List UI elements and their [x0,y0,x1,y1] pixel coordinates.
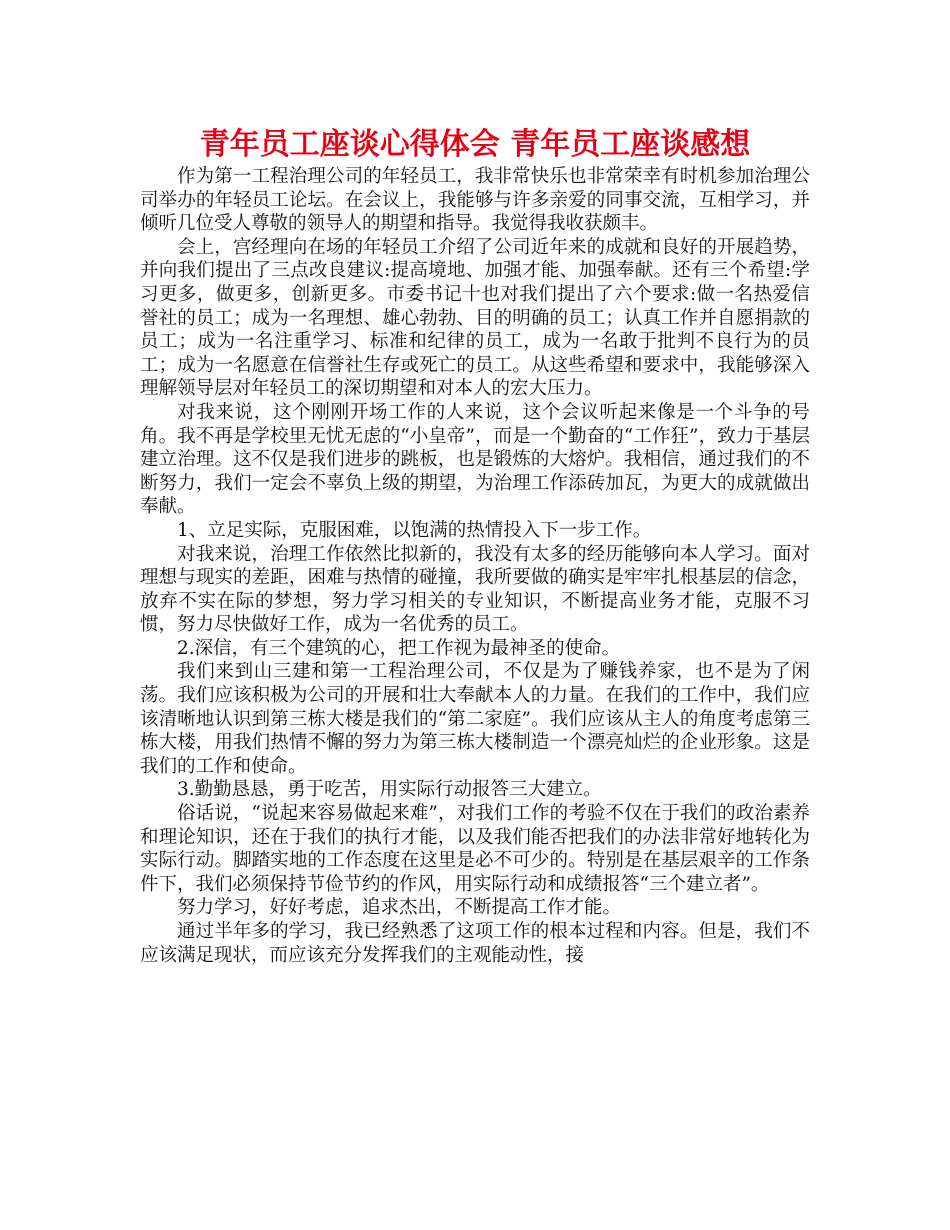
paragraph-4: 对我来说，治理工作依然比拟新的，我没有太多的经历能够向本人学习。面对理想与现实的差距，困难与热情的碰撞，我所要做的确实是牢牢扎根基层的信念，放弃不实在际的梦想，努力学习相关的专业知识，不断提高业务才能，克服不习惯，努力尽快做好工作，成为一名优秀的员工。 [140,543,810,636]
paragraph-3: 对我来说，这个刚刚开场工作的人来说，这个会议听起来像是一个斗争的号角。我不再是学校里无忧无虑的“小皇帝”，而是一个勤奋的“工作狂”，致力于基层建立治理。这不仅是我们进步的跳板，也是锻炼的大熔炉。我相信，通过我们的不断努力，我们一定会不辜负上级的期望，为治理工作添砖加瓦，为更大的成就做出奉献。 [140,401,810,518]
paragraph-1: 作为第一工程治理公司的年轻员工，我非常快乐也非常荣幸有时机参加治理公司举办的年轻员工论坛。在会议上，我能够与许多亲爱的同事交流，互相学习，并倾听几位受人尊敬的领导人的期望和指导。我觉得我收获颇丰。 [140,166,810,235]
document-body [140,165,810,967]
paragraph-6: 俗话说，“说起来容易做起来难”，对我们工作的考验不仅在于我们的政治素养和理论知识，还在于我们的执行才能，以及我们能否把我们的办法非常好地转化为实际行动。脚踏实地的工作态度在这里是必不可少的。特别是在基层艰辛的工作条件下，我们必须保持节俭节约的作风，用实际行动和成绩报答“三个建立者”。 [140,803,810,895]
document-title: 青年员工座谈心得体会 青年员工座谈感想 [199,127,751,162]
paragraph-5: 我们来到山三建和第一工程治理公司，不仅是为了赚钱养家，也不是为了闲荡。我们应该积极为公司的开展和壮大奉献本人的力量。在我们的工作中，我们应该清晰地认识到第三栋大楼是我们的“第二家庭”。我们应该从主人的角度考虑第三栋大楼，用我们热情不懈的努力为第三栋大楼制造一个漂亮灿烂的企业形象。这是我们的工作和使命。 [140,661,810,777]
section-heading-3: 3.勤勤恳恳，勇于吃苦，用实际行动报答三大建立。 [177,779,602,801]
paragraph-7: 通过半年多的学习，我已经熟悉了这项工作的根本过程和内容。但是，我们不应该满足现状，而应该充分发挥我们的主观能动性，接 [140,921,810,966]
section-heading-4: 努力学习，好好考虑，追求杰出，不断提高工作才能。 [177,897,622,919]
section-heading-1: 1、立足实际，克服困难，以饱满的热情投入下一步工作。 [177,519,652,541]
paragraph-2: 会上，宫经理向在场的年轻员工介绍了公司近年来的成就和良好的开展趋势，并向我们提出了三点改良建议:提高境地、加强才能、加强奉献。还有三个希望:学习更多，做更多，创新更多。市委书记十也对我们提出了六个要求:做一名热爱信誉社的员工；成为一名理想、雄心勃勃、目的明确的员工；认真工作并自愿捐款的员工；成为一名注重学习、标准和纪律的员工，成为一名敢于批判不良行为的员工；成为一名愿意在信誉社生存或死亡的员工。从这些希望和要求中，我能够深入理解领导层对年轻员工的深切期望和对本人的宏大压力。 [140,236,810,400]
section-heading-2: 2.深信，有三个建筑的心，把工作视为最神圣的使命。 [177,637,621,659]
